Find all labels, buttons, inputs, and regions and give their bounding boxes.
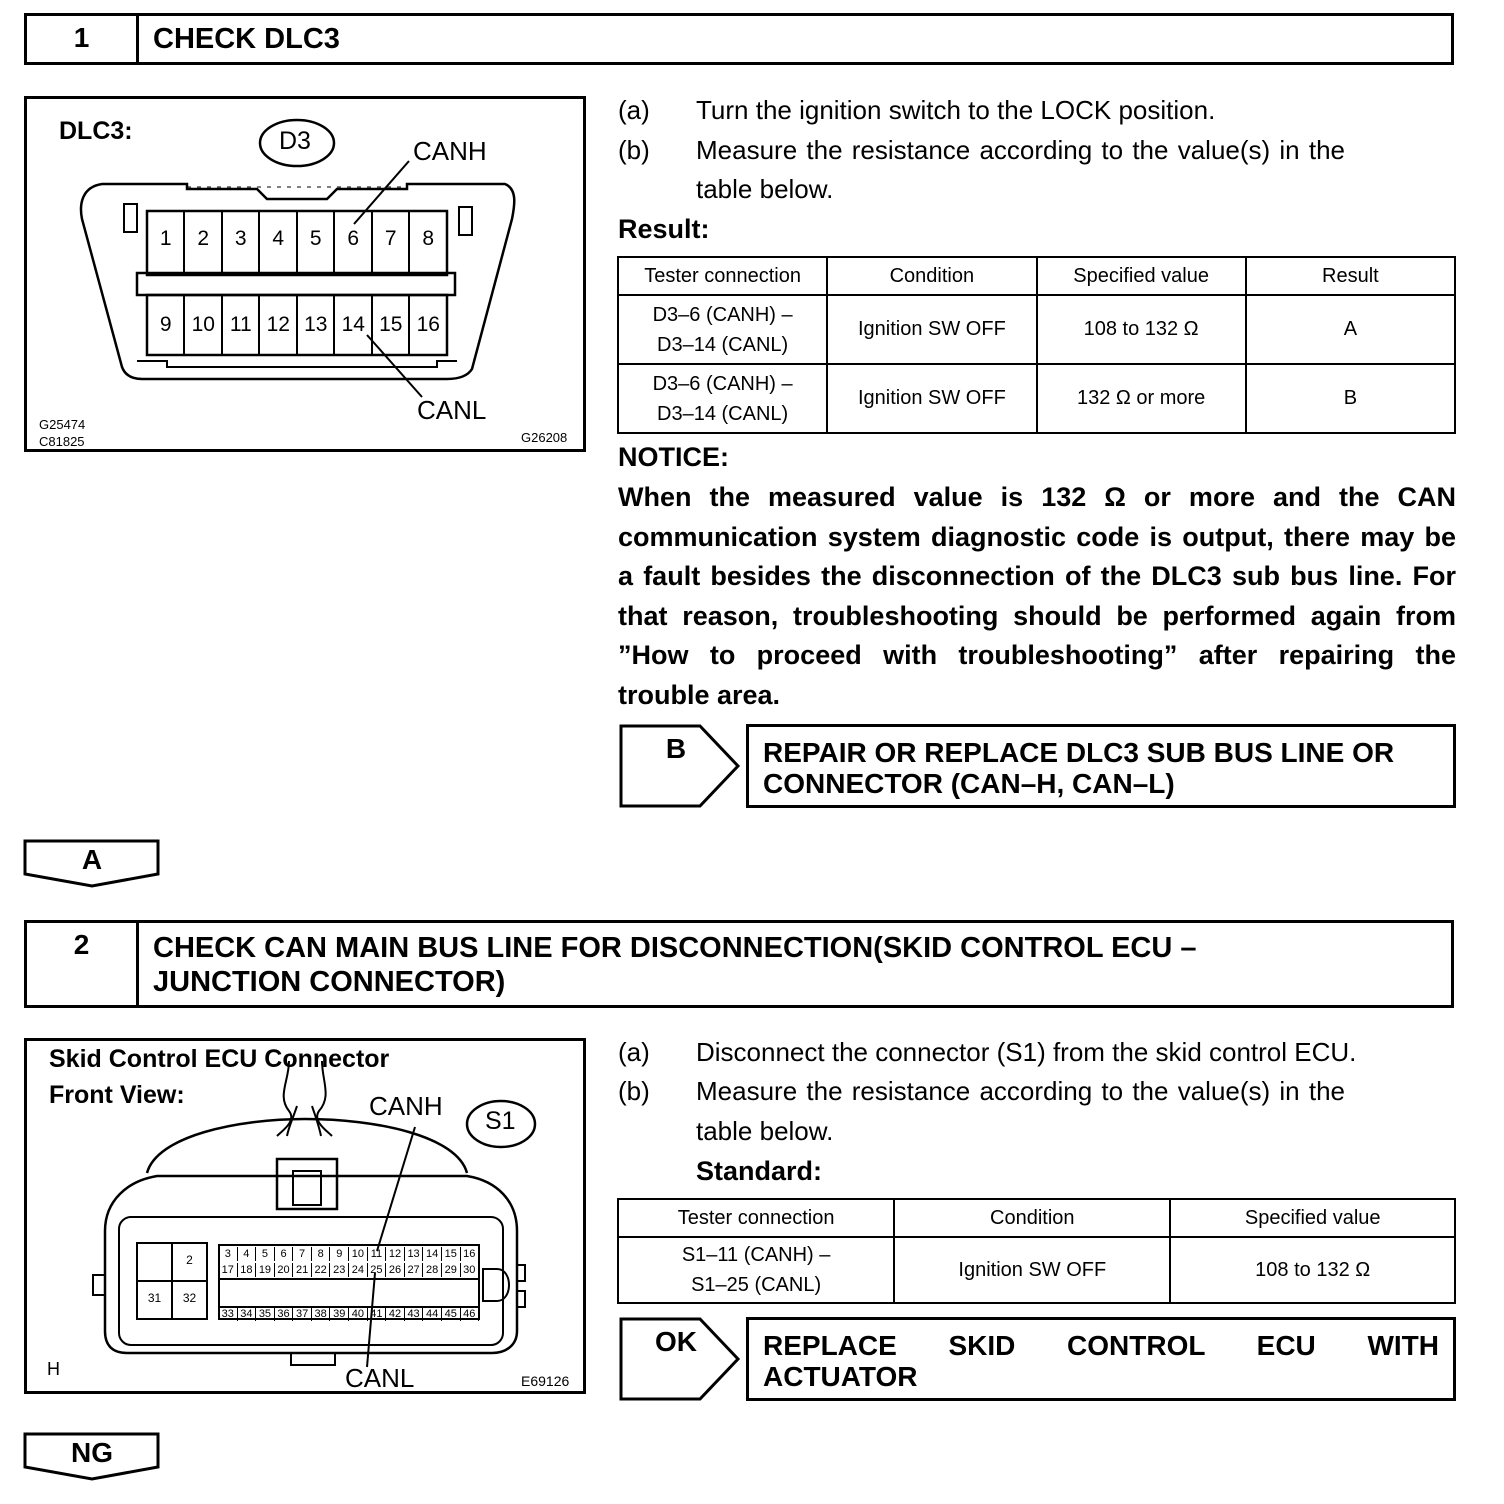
step1-instruction-a: [618, 90, 1456, 130]
table-row: [618, 1237, 1455, 1303]
ecu-pin: 35: [256, 1307, 275, 1321]
ecu-pin: 18: [238, 1263, 257, 1277]
step2-title-line1: CHECK CAN MAIN BUS LINE FOR DISCONNECTION(SKID CONTROL ECU –: [153, 932, 1197, 964]
ecu-pin: 20: [275, 1263, 294, 1277]
ecu-pin: 7: [293, 1247, 312, 1261]
ecu-pin-row-2: [219, 1263, 479, 1277]
notice-text: When the measured value is 132 Ω or more and the CAN communication system diagnostic code is output, there may be a fault besides the disconnection of the DLC3 sub bus line. For that reason, troubleshooting should be performed again from ”How to proceed with troubleshooting” after repairing the trouble area.: [618, 482, 1456, 710]
conn-line2: D3–14 (CANL): [657, 402, 789, 425]
ecu-pin-row-3: [219, 1307, 479, 1321]
step2-title-line2: JUNCTION CONNECTOR): [153, 966, 506, 998]
ecu-pin: 31: [147, 1291, 162, 1305]
step2-text-b2: table below.: [696, 1116, 834, 1146]
table-cell: 108 to 132 Ω: [1037, 295, 1246, 364]
dlc3-bottom-pin-row: [147, 313, 447, 337]
dlc3-code2: C81825: [39, 434, 85, 449]
table-cell: Ignition SW OFF: [894, 1237, 1170, 1303]
ecu-pin: 5: [256, 1247, 275, 1261]
ecu-pin: 25: [368, 1263, 387, 1277]
ecu-pin: 38: [312, 1307, 331, 1321]
table-cell: 108 to 132 Ω: [1170, 1237, 1455, 1303]
table-cell: [618, 364, 827, 433]
ecu-pin: 16: [461, 1247, 480, 1261]
step2-instruction-b: [618, 1071, 1456, 1111]
branch-b-action[interactable]: [746, 724, 1456, 808]
table-cell: B: [1246, 364, 1455, 433]
skid-ecu-canl-label: CANL: [345, 1363, 415, 1393]
ecu-pin: 4: [238, 1247, 257, 1261]
step1-number: 1: [27, 16, 139, 62]
ecu-pin-row-1: [219, 1247, 479, 1261]
ecu-pin: 3: [219, 1247, 238, 1261]
dlc3-pin: 5: [309, 227, 322, 250]
ecu-pin: 14: [423, 1247, 442, 1261]
dlc3-pin: 8: [422, 227, 435, 250]
ecu-pin: 39: [330, 1307, 349, 1321]
step2-number: 2: [27, 923, 139, 1005]
conn-line1: D3–6 (CANH) –: [652, 303, 793, 326]
dlc3-figure: [24, 96, 586, 452]
skid-ecu-canh-label: CANH: [369, 1091, 443, 1121]
result-heading: Result:: [618, 214, 710, 244]
table-cell: [618, 1237, 894, 1303]
dlc3-pin: 16: [416, 313, 440, 336]
branch-ok-action-line1: REPLACE SKID CONTROL ECU WITH: [763, 1330, 1439, 1361]
table-header: Condition: [894, 1199, 1170, 1237]
dlc3-top-pin-row: [147, 227, 447, 251]
ecu-pin: 44: [423, 1307, 442, 1321]
branch-b-action-line1: REPAIR OR REPLACE DLC3 SUB BUS LINE OR: [763, 737, 1395, 768]
ecu-pin: 1: [151, 1253, 158, 1265]
step2-instruction-a: [618, 1032, 1456, 1072]
ecu-pin: 33: [219, 1307, 238, 1321]
ecu-pin: 36: [275, 1307, 294, 1321]
step1-text-a: Turn the ignition switch to the LOCK position.: [696, 95, 1216, 125]
ecu-pin: 21: [293, 1263, 312, 1277]
table-cell: [618, 295, 827, 364]
step1-instruction-b: [618, 130, 1456, 170]
conn-line2: S1–25 (CANL): [691, 1274, 822, 1296]
ecu-pin: 46: [461, 1307, 480, 1321]
skid-ecu-connector-id: S1: [485, 1107, 516, 1135]
conn-line2: D3–14 (CANL): [657, 333, 789, 356]
dlc3-pin: 12: [266, 313, 290, 336]
ecu-pin: 19: [256, 1263, 275, 1277]
table-cell: A: [1246, 295, 1455, 364]
ecu-pin: 37: [293, 1307, 312, 1321]
skid-ecu-label-line2: Front View:: [49, 1081, 185, 1109]
dlc3-pin: 9: [159, 313, 172, 336]
table-row: [618, 364, 1455, 433]
step1-title: CHECK DLC3: [153, 23, 340, 55]
ecu-pin: 27: [405, 1263, 424, 1277]
dlc3-connector-id: D3: [279, 127, 311, 155]
branch-b-label[interactable]: B: [665, 733, 687, 764]
branch-ok-action[interactable]: [746, 1317, 1456, 1401]
ecu-pin: 34: [238, 1307, 257, 1321]
table-cell: Ignition SW OFF: [827, 295, 1036, 364]
result-table: [617, 256, 1456, 434]
next-a-label[interactable]: A: [81, 844, 103, 875]
skid-ecu-corner-label: H: [47, 1359, 60, 1379]
ecu-pin: 15: [442, 1247, 461, 1261]
ecu-pin: 11: [368, 1247, 387, 1261]
ecu-pin: 13: [405, 1247, 424, 1261]
notice-heading: NOTICE:: [618, 442, 729, 472]
ecu-pin: 41: [368, 1307, 387, 1321]
table-header: Condition: [827, 257, 1036, 295]
branch-b-action-line2: CONNECTOR (CAN–H, CAN–L): [763, 768, 1175, 799]
branch-ok-action-line2: ACTUATOR: [763, 1361, 918, 1392]
dlc3-code3: G26208: [521, 430, 568, 445]
dlc3-pin: 4: [272, 227, 285, 250]
ecu-pin: 40: [349, 1307, 368, 1321]
step2-marker-a: (a): [618, 1037, 650, 1067]
dlc3-canh-label: CANH: [413, 136, 487, 166]
step2-text-b: Measure the resistance according to the value(s) in the: [696, 1076, 1346, 1106]
step1-text-b: Measure the resistance according to the value(s) in the: [696, 135, 1346, 165]
ecu-pin: 29: [442, 1263, 461, 1277]
step2-header: [24, 920, 1454, 1008]
ecu-pin: 24: [349, 1263, 368, 1277]
ecu-pin: 28: [423, 1263, 442, 1277]
ecu-pin: 26: [386, 1263, 405, 1277]
next-ng-label[interactable]: NG: [71, 1437, 113, 1468]
table-cell: 132 Ω or more: [1037, 364, 1246, 433]
ecu-pin: 32: [182, 1291, 197, 1305]
dlc3-pin: 6: [347, 227, 360, 250]
skid-ecu-label-line1: Skid Control ECU Connector: [49, 1045, 390, 1073]
step1-header: [24, 13, 1454, 65]
dlc3-label: DLC3:: [59, 117, 133, 145]
table-cell: Ignition SW OFF: [827, 364, 1036, 433]
dlc3-pin: 13: [304, 313, 328, 336]
conn-line1: D3–6 (CANH) –: [652, 372, 793, 395]
dlc3-pin: 10: [191, 313, 215, 336]
ecu-pin: 22: [312, 1263, 331, 1277]
table-header: Tester connection: [618, 1199, 894, 1237]
dlc3-pin: 7: [384, 227, 397, 250]
dlc3-pin: 15: [379, 313, 403, 336]
step1-text-b2: table below.: [696, 174, 834, 204]
standard-table: [617, 1198, 1456, 1304]
ecu-pin: 45: [442, 1307, 461, 1321]
ecu-pin: 23: [330, 1263, 349, 1277]
ecu-pin: 2: [186, 1253, 193, 1267]
table-header: Specified value: [1037, 257, 1246, 295]
ecu-pin: 8: [312, 1247, 331, 1261]
dlc3-pin: 1: [159, 227, 172, 250]
dlc3-pin: 2: [197, 227, 210, 250]
ecu-pin: 9: [330, 1247, 349, 1261]
step1-marker-a: (a): [618, 95, 650, 125]
step1-marker-b: (b): [618, 135, 650, 165]
skid-ecu-code: E69126: [521, 1373, 570, 1389]
dlc3-code1: G25474: [39, 417, 86, 432]
step2-marker-b: (b): [618, 1076, 650, 1106]
table-row: [618, 295, 1455, 364]
dlc3-canl-label: CANL: [417, 395, 487, 425]
table-header: Tester connection: [618, 257, 827, 295]
ecu-pin: 12: [386, 1247, 405, 1261]
dlc3-pin: 14: [341, 313, 365, 336]
dlc3-pin: 11: [229, 313, 252, 336]
dlc3-pin: 3: [234, 227, 247, 250]
ecu-pin: 30: [461, 1263, 480, 1277]
ecu-pin: 6: [275, 1247, 294, 1261]
ecu-pin: 17: [219, 1263, 238, 1277]
step2-text-a: Disconnect the connector (S1) from the skid control ECU.: [696, 1037, 1357, 1067]
ecu-pin: 42: [386, 1307, 405, 1321]
ecu-pin: 10: [349, 1247, 368, 1261]
table-header: Result: [1246, 257, 1455, 295]
branch-ok-label[interactable]: OK: [655, 1326, 697, 1357]
table-header: Specified value: [1170, 1199, 1455, 1237]
standard-heading: Standard:: [696, 1156, 823, 1186]
ecu-pin: 43: [405, 1307, 424, 1321]
skid-ecu-figure: [24, 1038, 586, 1394]
step2-title: [153, 931, 1441, 999]
conn-line1: S1–11 (CANH) –: [681, 1244, 831, 1266]
